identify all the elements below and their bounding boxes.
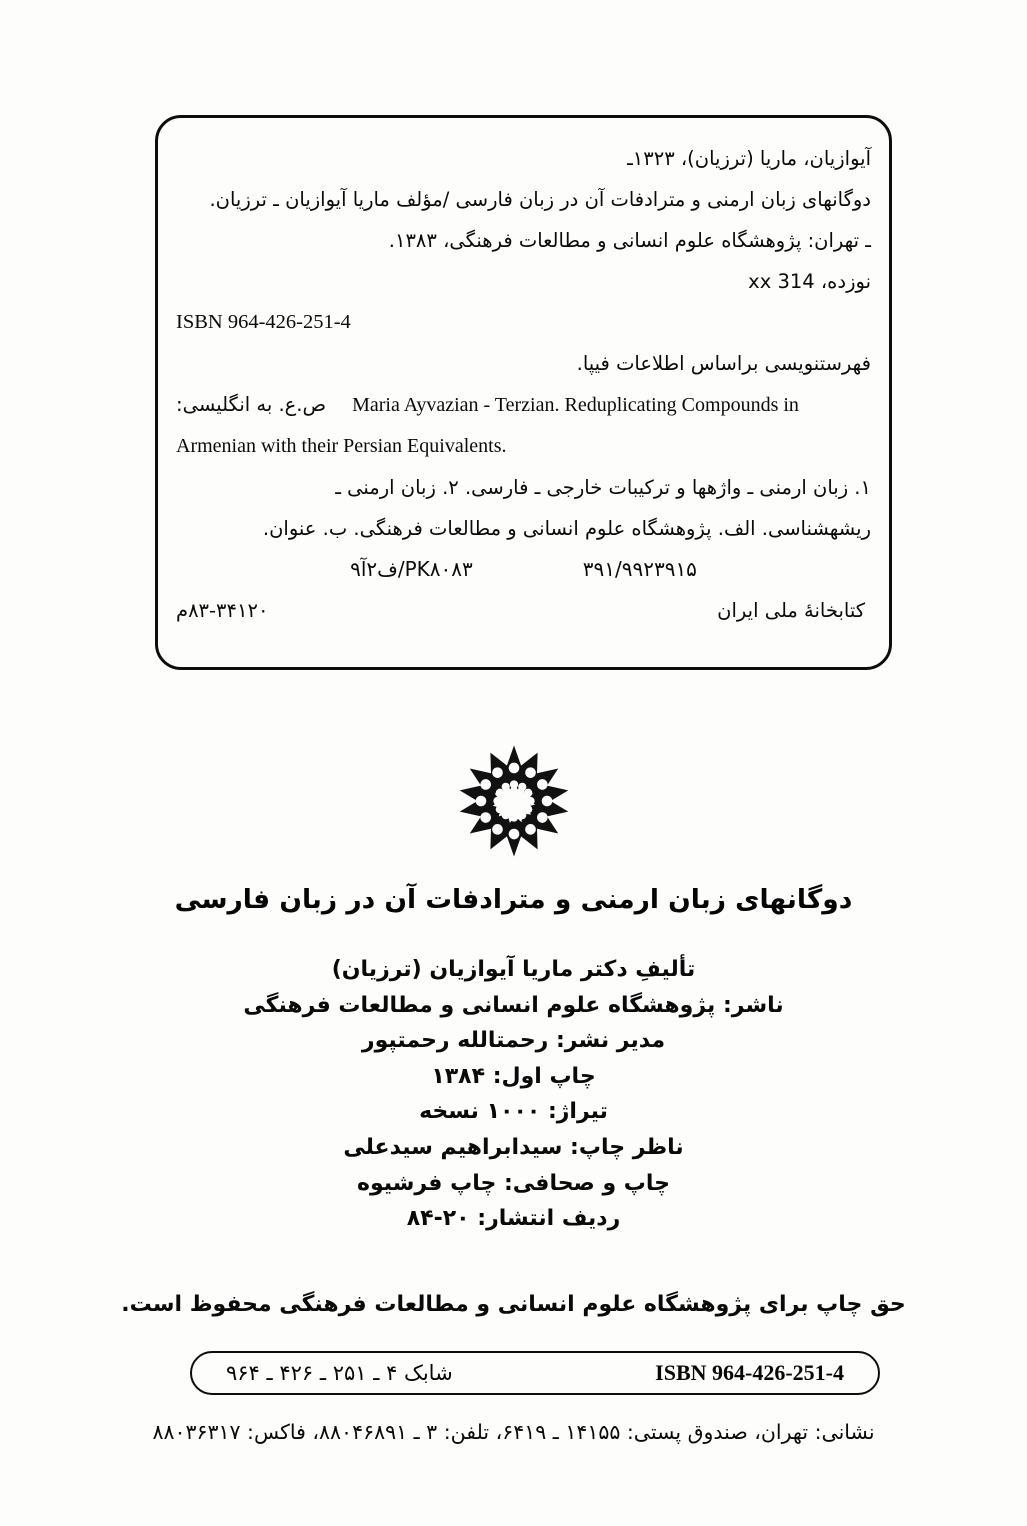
ornament-container: [0, 742, 1027, 860]
colophon-printing-binding: چاپ و صحافی: چاپ فرشیوه: [356, 1170, 671, 1196]
cip-lc-call-number: PK۸۰۸۳/ف۲آ۹: [350, 557, 473, 581]
cip-isbn: ISBN 964-426-251-4: [176, 311, 351, 333]
cip-record-box: [155, 115, 892, 670]
cip-subject-line-2: ریشهشناسی. الف. پژوهشگاه علوم انسانی و مطالعات فرهنگی. ب. عنوان.: [262, 517, 871, 540]
cip-cataloging-note: فهرستنویسی براساس اطلاعات فیپا.: [576, 352, 871, 375]
cip-english-title-row: [176, 384, 871, 426]
cip-title-statement: دوگانهای زبان ارمنی و مترادفات آن در زبان فارسی /مؤلف ماریا آیوازیان ـ ترزیان.: [209, 188, 871, 211]
cip-pagination: نوزده، 314 xx: [748, 270, 871, 293]
cip-dewey-number: ۳۹۱/۹۹۲۳۹۱۵: [582, 557, 697, 581]
cip-record-content: [176, 138, 871, 657]
isbn-english: ISBN 964-426-251-4: [655, 1360, 844, 1385]
cip-author-heading: آیوازیان، ماریا (ترزیان)، ۱۳۲۳ـ: [627, 147, 871, 170]
cip-subject-line-1: ۱. زبان ارمنی ـ واژهها و ترکیبات خارجی ـ فارسی. ۲. زبان ارمنی ـ: [335, 476, 871, 499]
copyright-statement: حق چاپ برای پژوهشگاه علوم انسانی و مطالعات فرهنگی محفوظ است.: [121, 1292, 906, 1317]
cip-national-library-name: کتابخانهٔ ملی ایران: [717, 599, 865, 622]
cip-national-library-number: ۸۳-۳۴۱۲۰م: [176, 599, 269, 622]
colophon-publication-serial: ردیف انتشار: ۲۰-۸۴: [406, 1206, 621, 1232]
colophon-print-run: تیراژ: ۱۰۰۰ نسخه: [419, 1099, 608, 1125]
cip-imprint: ـ تهران: پژوهشگاه علوم انسانی و مطالعات فرهنگی، ۱۳۸۳.: [388, 229, 871, 252]
colophon-edition: چاپ اول: ۱۳۸۴: [431, 1063, 596, 1089]
cip-english-title-line-2: Armenian with their Persian Equivalents.: [176, 435, 507, 457]
isbn-box: [190, 1351, 880, 1395]
colophon-publisher: ناشر: پژوهشگاه علوم انسانی و مطالعات فرهنگی: [243, 992, 784, 1018]
publisher-address: نشانی: تهران، صندوق پستی: ۱۴۱۵۵ ـ ۶۴۱۹، تلفن: ۳ ـ ۸۸۰۴۶۸۹۱، فاکس: ۸۸۰۳۶۳۱۷: [152, 1420, 875, 1444]
colophon-author: تأليفِ دکتر ماریا آیوازیان (ترزیان): [331, 957, 696, 982]
star-rosette-icon: [455, 742, 573, 860]
cip-call-number-row: [176, 549, 871, 590]
colophon-print-supervisor: ناظر چاپ: سیدابراهیم سیدعلی: [343, 1134, 684, 1160]
cip-national-library-row: [176, 590, 871, 631]
book-title: دوگانهای زبان ارمنی و مترادفات آن در زبان فارسی: [174, 884, 853, 915]
cip-english-label: ص.ع. به انگلیسی:: [176, 393, 327, 416]
colophon-block: [0, 952, 1027, 1237]
cip-english-title-line-1: Maria Ayvazian - Terzian. Reduplicating Compounds in: [352, 394, 799, 416]
colophon-publishing-director: مدیر نشر: رحمتالله رحمتپور: [361, 1028, 666, 1054]
isbn-persian: شابک ۴ ـ ۲۵۱ ـ ۴۲۶ ـ ۹۶۴: [226, 1361, 453, 1385]
